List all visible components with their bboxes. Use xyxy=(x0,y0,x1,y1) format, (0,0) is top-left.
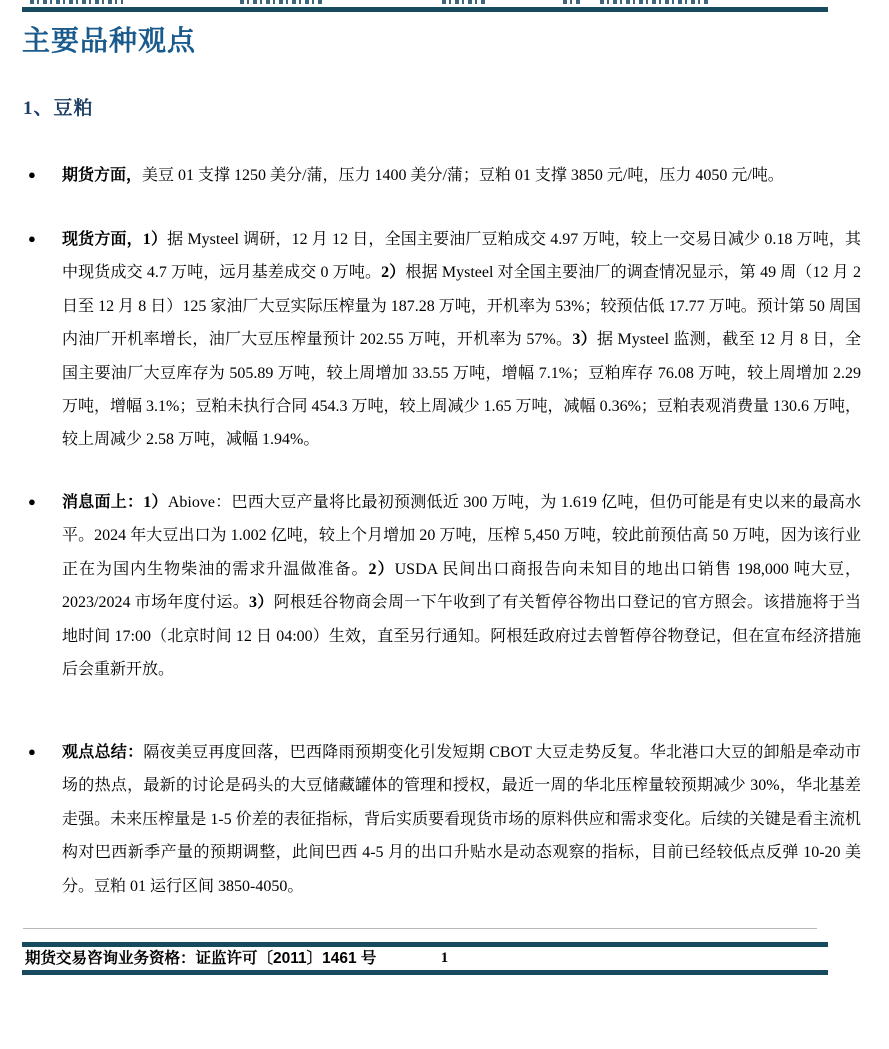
footer-rule-bottom xyxy=(22,970,828,975)
bullet-dot-icon: ● xyxy=(28,494,36,509)
bullet-futures-view xyxy=(28,159,862,192)
footer-qualification-text: 期货交易咨询业务资格：证监许可〔2011〕1461 号 xyxy=(25,950,377,967)
bullet-dot-icon: ● xyxy=(28,744,36,759)
bullet-news-view-text: 消息面上：1）Abiove：巴西大豆产量将比最初预测低近 300 万吨，为 1.619 亿吨，但仍可能是有史以来的最高水平。2024 年大豆出口为 1.002 亿吨，较上个月增加 20 万吨，压榨 5,450 万吨，较此前预估高 50 万吨，因为该行业正在为国内生物柴油的需求升温做准备。2）USDA 民间出口商报告向未知目的地出口销售 198,000 吨大豆，2023/2024 市场年度付运。3）阿根廷谷物商会周一下午收到了有关暂停谷物出口登记的官方照会。该措施将于当地时间 17:00（北京时间 12 日 04:00）生效，直至另行通知。阿根廷政府过去曾暂停谷物登记，但在宣布经济措施后会重新开放。 xyxy=(62,494,861,679)
clipped-header-text-fragment xyxy=(30,0,123,4)
bullet-summary-view xyxy=(28,736,862,903)
page-title: 主要品种观点 xyxy=(22,25,197,56)
clipped-header-text-fragment xyxy=(563,0,583,4)
section-heading-soybean-meal: 1、豆粕 xyxy=(23,98,94,119)
bullet-dot-icon: ● xyxy=(28,167,36,182)
bullet-futures-view-text: 期货方面，美豆 01 支撑 1250 美分/蒲，压力 1400 美分/蒲；豆粕 01 支撑 3850 元/吨，压力 4050 元/吨。 xyxy=(62,167,784,184)
page-number: 1 xyxy=(440,950,449,966)
bullet-news-view xyxy=(28,486,862,686)
clipped-header-text-fragment xyxy=(240,0,322,4)
clipped-header-text-fragment xyxy=(442,0,487,4)
bullet-spot-view-text: 现货方面，1）据 Mysteel 调研，12 月 12 日，全国主要油厂豆粕成交 4.97 万吨，较上一交易日减少 0.18 万吨，其中现货成交 4.7 万吨，远月基差成交 0 万吨。2）根据 Mysteel 对全国主要油厂的调查情况显示，第 49 周（12 月 2 日至 12 月 8 日）125 家油厂大豆实际压榨量为 187.28 万吨，开机率为 53%；较预估低 17.77 万吨。预计第 50 周国内油厂开机率增长，油厂大豆压榨量预计 202.55 万吨，开机率为 57%。3）据 Mysteel 监测，截至 12 月 8 日，全国主要油厂大豆库存为 505.89 万吨，较上周增加 33.55 万吨，增幅 7.1%；豆粕库存 76.08 万吨，较上周增加 2.29 万吨，增幅 3.1%；豆粕未执行合同 454.3 万吨，较上周减少 1.65 万吨，减幅 0.36%；豆粕表观消费量 130.6 万吨，较上周减少 2.58 万吨，减幅 1.94%。 xyxy=(62,231,861,449)
footer-rule-top xyxy=(22,942,828,947)
bullet-spot-view xyxy=(28,223,862,457)
clipped-header-text-fragment xyxy=(600,0,710,4)
bullet-summary-view-text: 观点总结：隔夜美豆再度回落，巴西降雨预期变化引发短期 CBOT 大豆走势反复。华北港口大豆的卸船是牵动市场的热点，最新的讨论是码头的大豆储藏罐体的管理和授权，最近一周的华北压榨量较预期减少 30%，华北基差走强。未来压榨量是 1-5 价差的表征指标，背后实质要看现货市场的原料供应和需求变化。后续的关键是看主流机构对巴西新季产量的预期调整，此间巴西 4-5 月的出口升贴水是动态观察的指标，目前已经较低点反弹 10-20 美分。豆粕 01 运行区间 3850-4050。 xyxy=(62,744,861,895)
bullet-dot-icon: ● xyxy=(28,231,36,246)
footer-gray-line xyxy=(23,928,817,929)
header-rule xyxy=(22,7,828,12)
